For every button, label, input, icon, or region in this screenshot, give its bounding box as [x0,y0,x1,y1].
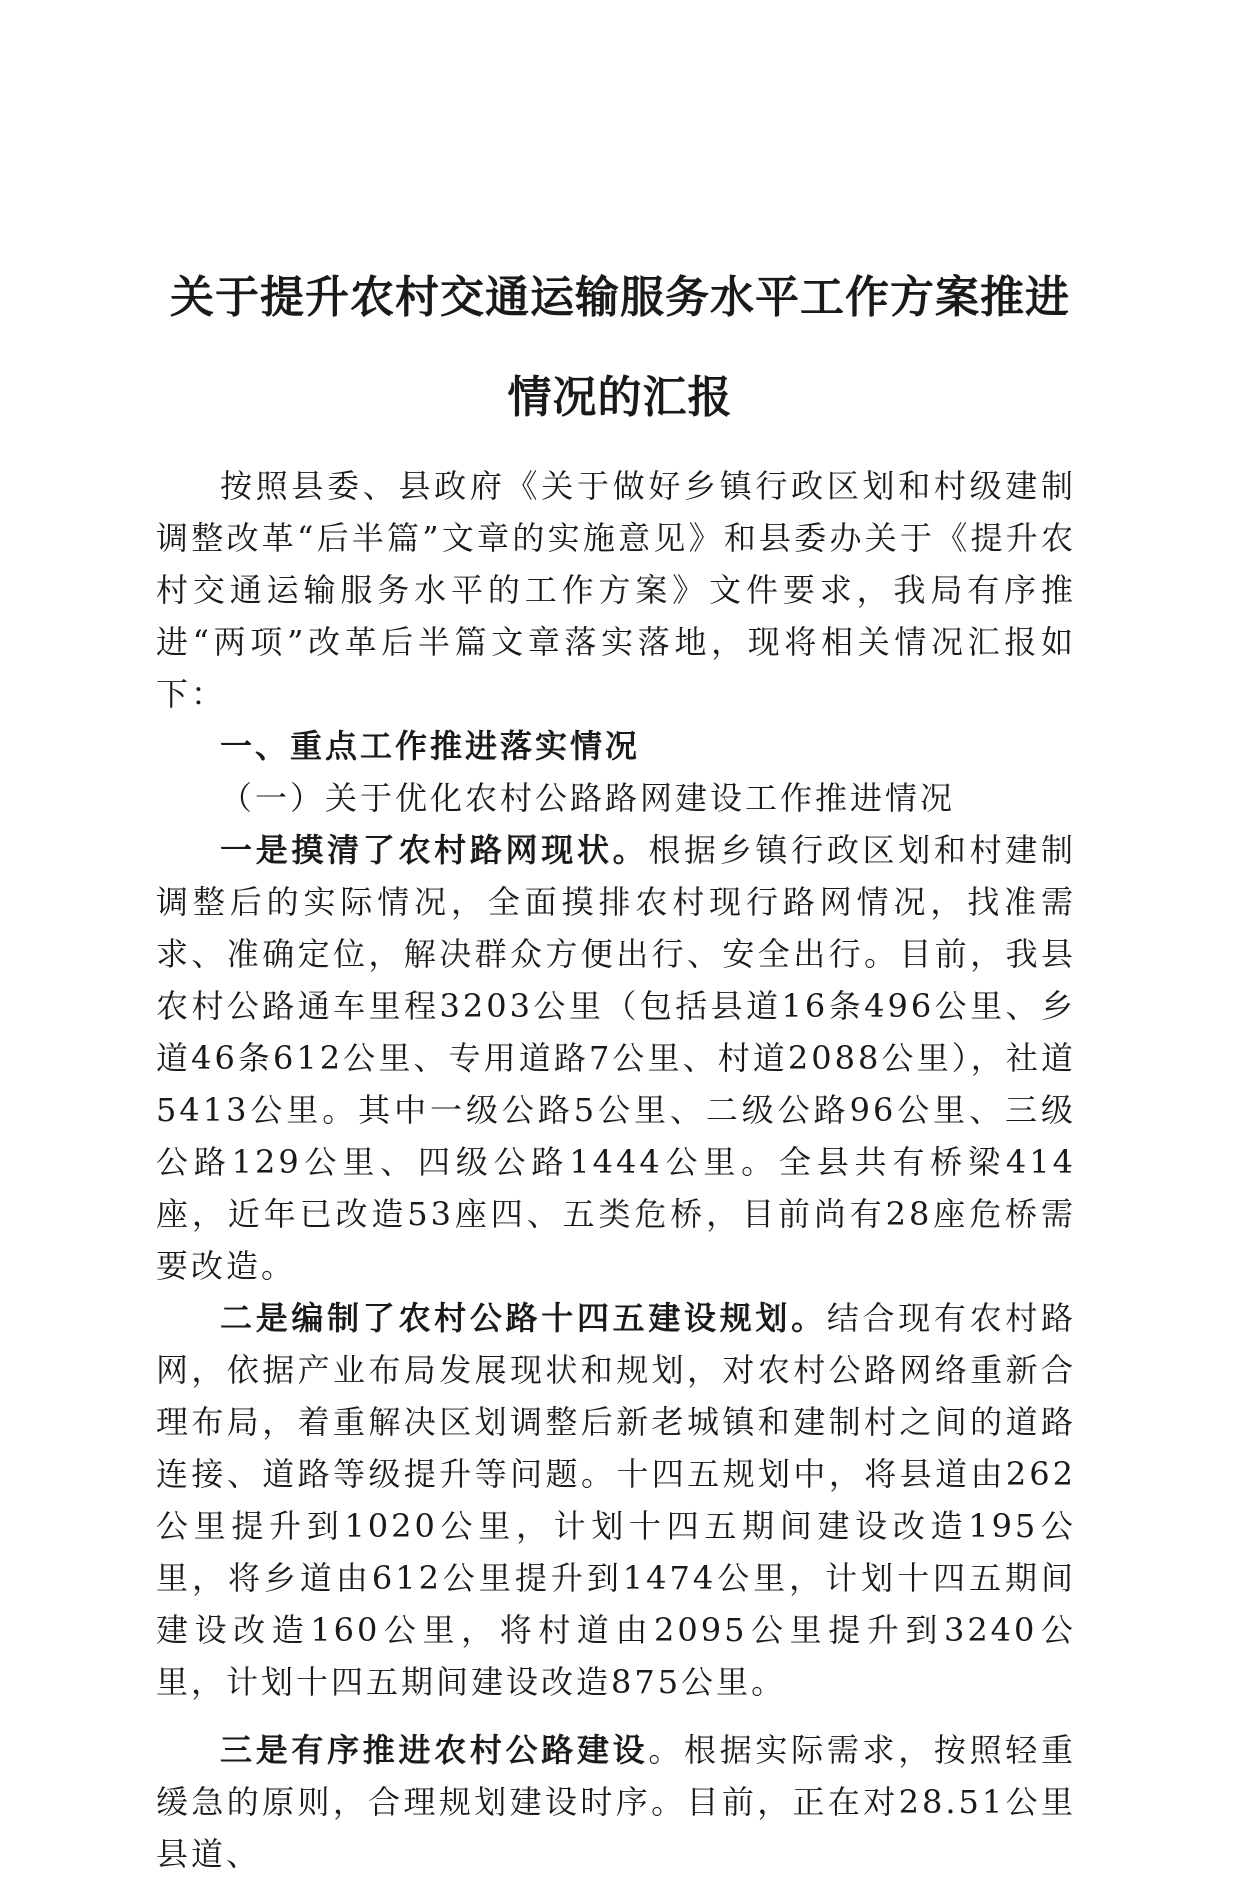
document-body [156,460,1076,1880]
intro-paragraph: 按照县委、县政府《关于做好乡镇行政区划和村级建制调整改革“后半篇”文章的实施意见》和县委办关于《提升农村交通运输服务水平的工作方案》文件要求，我局有序推进“两项”改革后半篇文章落实落地，现将相关情况汇报如下： [156,467,1076,713]
item-lead-2: 二是编制了农村公路十四五建设规划。 [220,1299,827,1337]
document-title [150,248,1090,448]
item-text-1: 根据乡镇行政区划和村建制调整后的实际情况，全面摸排农村现行路网情况，找准需求、准确定位，解决群众方便出行、安全出行。目前，我县农村公路通车里程3203公里（包括县道16条496公里、乡道46条612公里、专用道路7公里、村道2088公里），社道5413公里。其中一级公路5公里、二级公路96公里、三级公路129公里、四级公路1444公里。全县共有桥梁414座，近年已改造53座四、五类危桥，目前尚有28座危桥需要改造。 [156,831,1076,1285]
item-paragraph-3 [156,1724,1076,1880]
document-title-line-1: 关于提升农村交通运输服务水平工作方案推进 [170,272,1070,323]
item-lead-3: 三是有序推进农村公路建设 [220,1731,649,1769]
section-heading: 一、重点工作推进落实情况 [220,727,641,765]
item-paragraph-2 [156,1292,1076,1708]
document-title-line-2: 情况的汇报 [507,372,733,423]
item-text-2: 结合现有农村路网，依据产业布局发展现状和规划，对农村公路网络重新合理布局，着重解决区划调整后新老城镇和建制村之间的道路连接、道路等级提升等问题。十四五规划中，将县道由262公里提升到1020公里，计划十四五期间建设改造195公里，将乡道由612公里提升到1474公里，计划十四五期间建设改造160公里，将村道由2095公里提升到3240公里，计划十四五期间建设改造875公里。 [156,1299,1076,1701]
item-lead-1: 一是摸清了农村路网现状。 [220,831,649,869]
item-text-3: 。根据实际需求，按照轻重缓急的原则，合理规划建设时序。目前，正在对28.51公里县道、 [156,1731,1076,1873]
subsection-heading: （一）关于优化农村公路路网建设工作推进情况 [220,779,956,817]
item-paragraph-1 [156,824,1076,1292]
